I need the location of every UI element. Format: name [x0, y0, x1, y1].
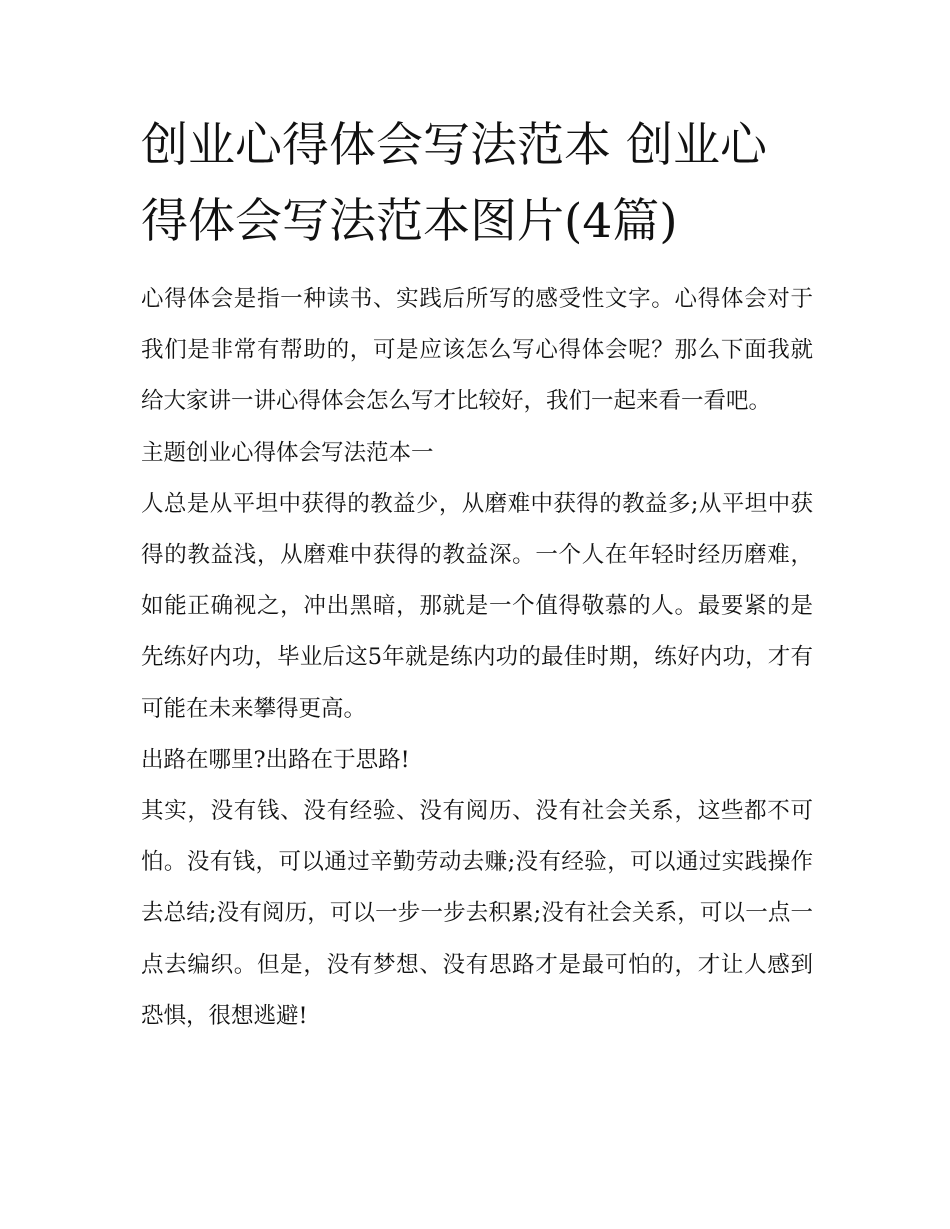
section-heading: 主题创业心得体会写法范本一 — [141, 439, 434, 466]
subheading-paragraph: 出路在哪里?出路在于思路! — [141, 746, 410, 773]
intro-paragraph: 心得体会是指一种读书、实践后所写的感受性文字。心得体会对于我们是非常有帮助的，可是应该怎么写心得体会呢？那么下面我就给大家讲一讲心得体会怎么写才比较好，我们一起来看一看吧。 — [141, 286, 813, 415]
document-body — [141, 108, 813, 1042]
document-title: 创业心得体会写法范本 创业心得体会写法范本图片(4篇) — [141, 118, 767, 249]
body-paragraph: 其实，没有钱、没有经验、没有阅历、没有社会关系，这些都不可怕。没有钱，可以通过辛勤劳动去赚;没有经验，可以通过实践操作去总结;没有阅历，可以一步一步去积累;没有社会关系，可以一点一点去编织。但是，没有梦想、没有思路才是最可怕的，才让人感到恐惧，很想逃避! — [141, 798, 813, 1029]
body-paragraph: 人总是从平坦中获得的教益少，从磨难中获得的教益多;从平坦中获得的教益浅，从磨难中获得的教益深。一个人在年轻时经历磨难，如能正确视之，冲出黑暗，那就是一个值得敬慕的人。最要紧的是先练好内功，毕业后这5年就是练内功的最佳时期，练好内功，才有可能在未来攀得更高。 — [141, 490, 813, 722]
